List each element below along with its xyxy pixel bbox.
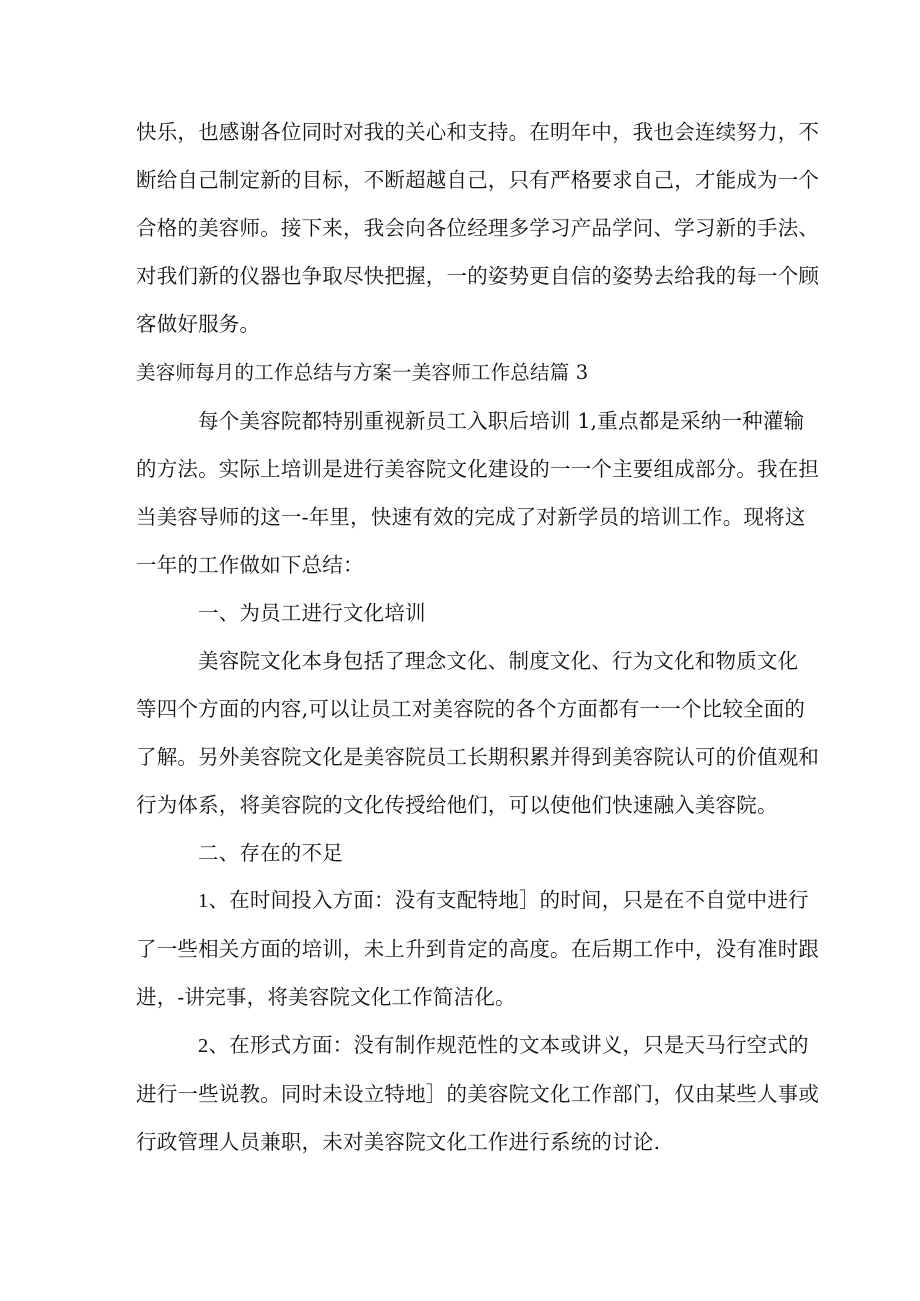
paragraph-line-17: 2、在形式方面：没有制作规范性的文本或讲义，只是天马行空式的 [198,1035,809,1057]
paragraph-line-12: 了解。另外美容院文化是美容院员工长期积累并得到美容院认可的价值观和 [136,745,820,769]
section-title: 美容师每月的工作总结与方案一美容师工作总结篇 3 [136,361,589,384]
paragraph-line-11: 等四个方面的内容,可以让员工对美容院的各个方面都有一一个比较全面的 [136,697,806,721]
paragraph-line-16: 进，-讲完事，将美容院文化工作简洁化。 [136,985,516,1009]
paragraph-line-2: 断给自己制定新的目标，不断超越自己，只有严格要求自己，才能成为一个 [136,168,820,192]
paragraph-line-15: 了一些相关方面的培训，未上升到肯定的高度。在后期工作中，没有准时跟 [136,937,820,961]
paragraph-line-7: 的方法。实际上培训是进行美容院文化建设的一一个主要组成部分。我在担 [136,457,820,481]
paragraph-line-8: 当美容导师的这一-年里，快速有效的完成了对新学员的培训工作。现将这 [136,505,806,529]
paragraph-line-14: 1、在时间投入方面：没有支配特地］的时间，只是在不自觉中进行 [198,890,809,912]
paragraph-line-1: 快乐，也感谢各位同时对我的关心和支持。在明年中，我也会连续努力，不 [136,120,820,144]
paragraph-line-4: 对我们新的仪器也争取尽快把握，一的姿势更自信的姿势去给我的每一个顾 [136,264,820,288]
subheading-culture-training: 一、为员工进行文化培训 [198,601,426,625]
subheading-shortcomings: 二、存在的不足 [198,841,343,865]
paragraph-line-9: 一年的工作做如下总结： [136,553,364,577]
paragraph-line-13: 行为体系，将美容院的文化传授给他们，可以使他们快速融入美容院。 [136,793,778,817]
paragraph-line-6: 每个美容院都特别重视新员工入职后培训 1,重点都是采纳一种灌输 [198,409,805,433]
paragraph-line-5: 客做好服务。 [136,312,261,336]
paragraph-line-3: 合格的美容师。接下来，我会向各位经理多学习产品学问、学习新的手法、 [136,216,820,240]
paragraph-line-18: 进行一些说教。同时未设立特地］的美容院文化工作部门，仅由某些人事或 [136,1082,820,1106]
paragraph-line-19: 行政管理人员兼职，未对美容院文化工作进行系统的讨论. [136,1130,661,1154]
paragraph-line-10: 美容院文化本身包括了理念文化、制度文化、行为文化和物质文化 [198,649,799,673]
